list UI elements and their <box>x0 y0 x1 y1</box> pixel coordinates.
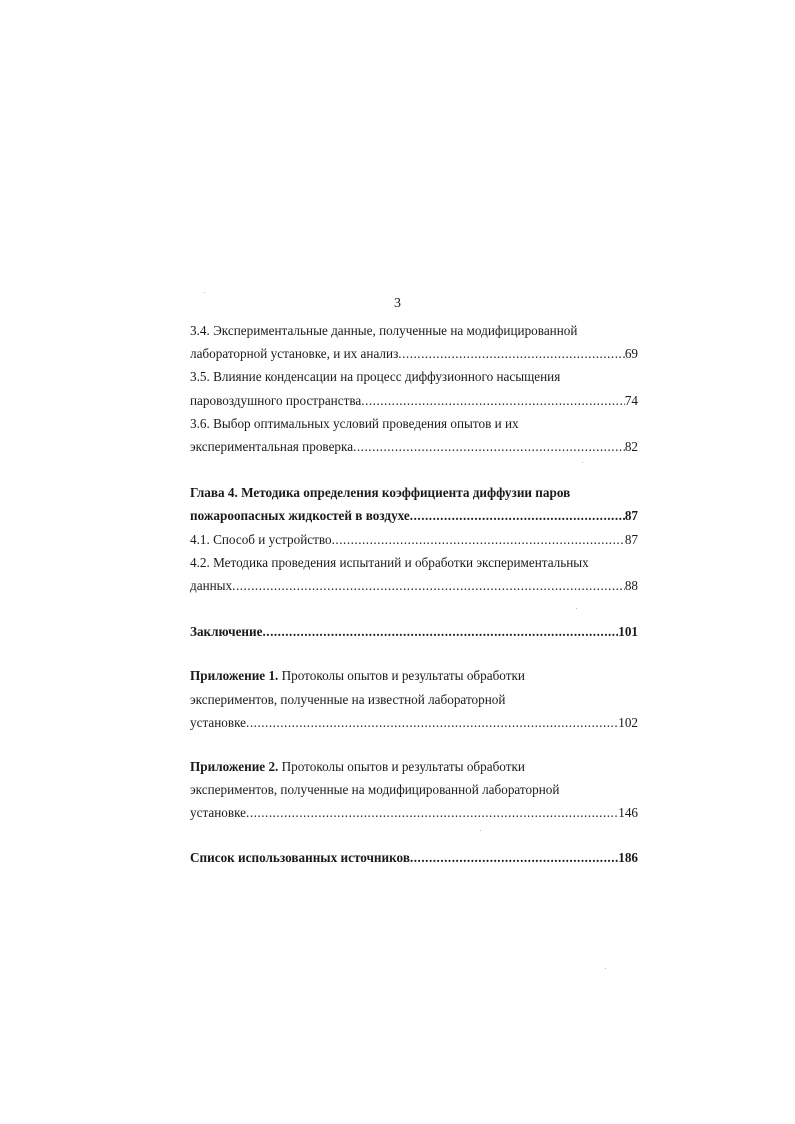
dot-leader <box>361 389 625 412</box>
toc-appendix-2-label: Приложение 2. <box>190 759 279 775</box>
spacer <box>190 643 638 664</box>
toc-appendix-1-title-cont: экспериментов, полученные на известной лабораторной <box>190 691 506 707</box>
dot-leader <box>332 528 625 551</box>
toc-3-5-title-cont: паровоздушного пространства <box>190 392 362 408</box>
toc-3-6-entry <box>190 435 638 458</box>
toc-4-2-page: 88 <box>624 578 638 594</box>
page-number: 3 <box>394 296 401 311</box>
spacer <box>190 458 638 481</box>
toc-appendix-2-title-end: установке <box>190 805 247 821</box>
dot-leader <box>410 504 625 527</box>
dot-leader <box>232 574 625 597</box>
toc-4-1-page: 87 <box>624 531 638 547</box>
toc-3-5-title: 3.5. Влияние конденсации на процесс диффузионного насыщения <box>190 369 561 385</box>
table-of-contents <box>190 319 638 869</box>
toc-appendix-2-title-text: Протоколы опытов и результаты обработки <box>278 759 525 775</box>
toc-chapter-4-entry <box>190 504 638 527</box>
toc-appendix-1-title-end: установке <box>190 714 247 730</box>
toc-appendix-1-title <box>190 664 638 687</box>
toc-chapter-4-title-cont: пожароопасных жидкостей в воздухе <box>190 508 410 524</box>
toc-4-2-entry <box>190 574 638 597</box>
toc-3-4-title: 3.4. Экспериментальные данные, полученные на модифицированной <box>190 323 578 338</box>
toc-3-4-title-cont: лабораторной установке, и их анализ <box>190 346 399 362</box>
spacer <box>190 825 638 846</box>
toc-conclusion-page: 101 <box>618 624 638 640</box>
toc-conclusion-entry <box>190 620 638 643</box>
toc-4-2-title-cont: данных <box>190 578 233 594</box>
toc-3-5-page: 74 <box>624 392 638 408</box>
toc-3-4-page: 69 <box>624 346 638 362</box>
dot-leader <box>410 846 618 869</box>
toc-references-title: Список использованных источников <box>190 849 410 865</box>
toc-appendix-1-title-text: Протоколы опытов и результаты обработки <box>278 668 525 684</box>
dot-leader <box>262 620 618 643</box>
toc-references-page: 186 <box>618 849 638 865</box>
toc-references-entry <box>190 846 638 869</box>
toc-appendix-2-title <box>190 755 638 778</box>
toc-appendix-2-page: 146 <box>618 805 638 821</box>
spacer <box>190 734 638 755</box>
toc-3-4-entry <box>190 342 638 365</box>
toc-4-1-title: 4.1. Способ и устройство <box>190 531 332 547</box>
dot-leader <box>398 342 625 365</box>
toc-3-6-page: 82 <box>624 439 638 455</box>
toc-appendix-1-entry <box>190 711 638 734</box>
toc-chapter-4-page: 87 <box>624 508 638 524</box>
toc-3-5-entry <box>190 389 638 412</box>
dot-leader <box>353 435 625 458</box>
toc-conclusion-title: Заключение <box>190 624 263 640</box>
dot-leader <box>246 711 618 734</box>
toc-appendix-1-label: Приложение 1. <box>190 668 279 684</box>
toc-appendix-2-entry <box>190 801 638 824</box>
toc-4-1-entry <box>190 528 638 551</box>
toc-4-2-title: 4.2. Методика проведения испытаний и обработки экспериментальных <box>190 554 589 570</box>
toc-3-6-title-cont: экспериментальная проверка <box>190 439 354 455</box>
toc-appendix-2-title-cont: экспериментов, полученные на модифицированной лабораторной <box>190 782 560 798</box>
toc-3-6-title: 3.6. Выбор оптимальных условий проведения опытов и их <box>190 415 519 431</box>
toc-chapter-4-title: Глава 4. Методика определения коэффициента диффузии паров <box>190 485 571 501</box>
toc-appendix-1-page: 102 <box>618 714 638 730</box>
spacer <box>190 597 638 620</box>
dot-leader <box>246 801 618 824</box>
